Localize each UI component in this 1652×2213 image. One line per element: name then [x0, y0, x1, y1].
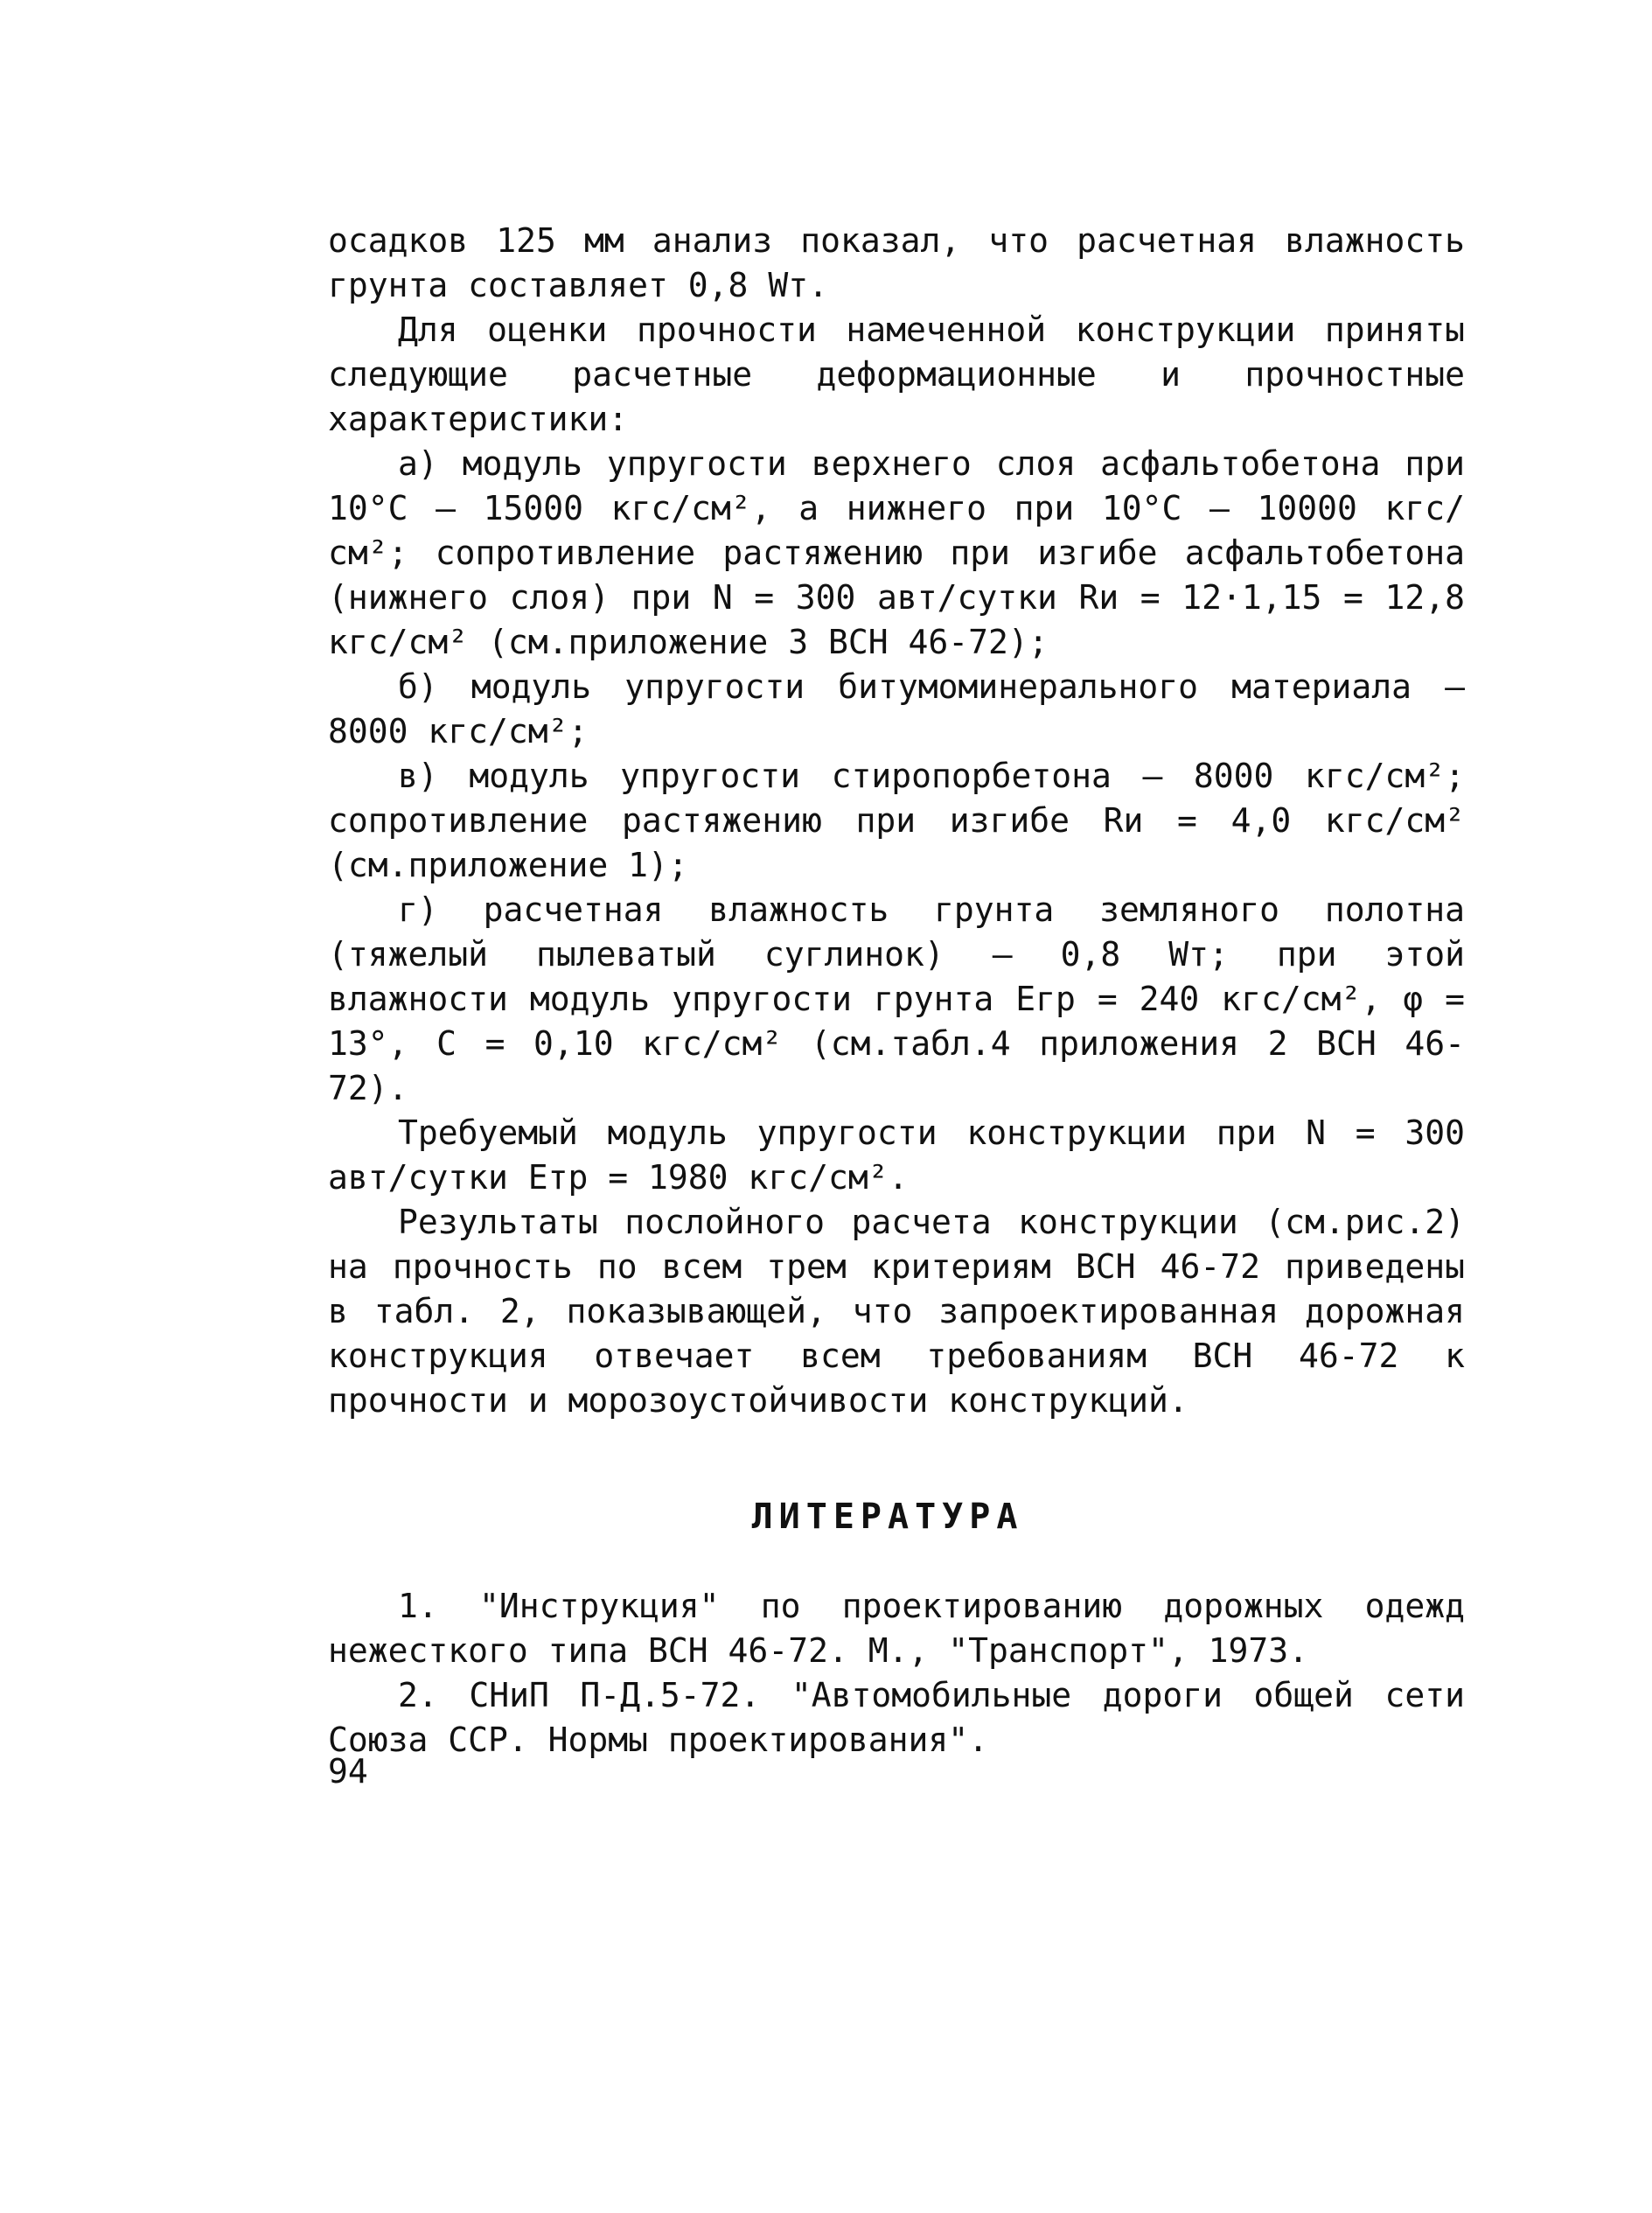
paragraph-item-g: г) расчетная влажность грунта земляного полотна (тяжелый пылеватый суглинок) – 0,8 Wт; при этой влажности модуль упругости грунта Егр = 240 кгс/см², φ = 13°, С = 0,10 кгс/см² (см.табл.4 приложения 2 ВСН 46-72). — [328, 890, 1465, 1107]
literature-heading: ЛИТЕРАТУРА — [751, 1497, 1024, 1537]
page-number: 94 — [328, 1752, 368, 1791]
literature-item: 1. "Инструкция" по проектированию дорожных одежд нежесткого типа ВСН 46-72. М., "Транспорт", 1973. — [328, 1587, 1465, 1670]
paragraph-intro-characteristics: Для оценки прочности намеченной конструкции приняты следующие расчетные деформационные и прочностные характеристики: — [328, 311, 1465, 438]
paragraph-item-v: в) модуль упругости стиропорбетона – 8000 кгс/см²; сопротивление растяжению при изгибе Rи = 4,0 кгс/см² (см.приложение 1); — [328, 757, 1465, 884]
paragraph-results: Результаты послойного расчета конструкции (см.рис.2) на прочность по всем трем критериям ВСН 46-72 приведены в табл. 2, показывающей, что запроектированная дорожная конструкция отвечает всем требованиям ВСН 46-72 к прочности и морозоустойчивости конструкций. — [328, 1203, 1465, 1420]
paragraph-required-modulus: Требуемый модуль упругости конструкции при N = 300 авт/сутки Етр = 1980 кгс/см². — [328, 1113, 1465, 1197]
literature-list — [328, 1584, 1465, 1763]
paragraph-item-a: а) модуль упругости верхнего слоя асфальтобетона при 10°С – 15000 кгс/см², а нижнего при 10°С – 10000 кгс/см²; сопротивление растяжению при изгибе асфальтобетона (нижнего слоя) при N = 300 авт/сутки Rи = 12·1,15 = 12,8 кгс/см² (см.приложение 3 ВСН 46-72); — [328, 444, 1465, 661]
paragraph-moisture: осадков 125 мм анализ показал, что расчетная влажность грунта составляет 0,8 Wт. — [328, 221, 1465, 304]
document-page — [328, 219, 1465, 1763]
literature-item: 2. СНиП П-Д.5-72. "Автомобильные дороги общей сети Союза ССР. Нормы проектирования". — [328, 1676, 1465, 1759]
paragraph-item-b: б) модуль упругости битумоминерального материала – 8000 кгс/см²; — [328, 667, 1465, 750]
body-text — [328, 219, 1465, 1423]
